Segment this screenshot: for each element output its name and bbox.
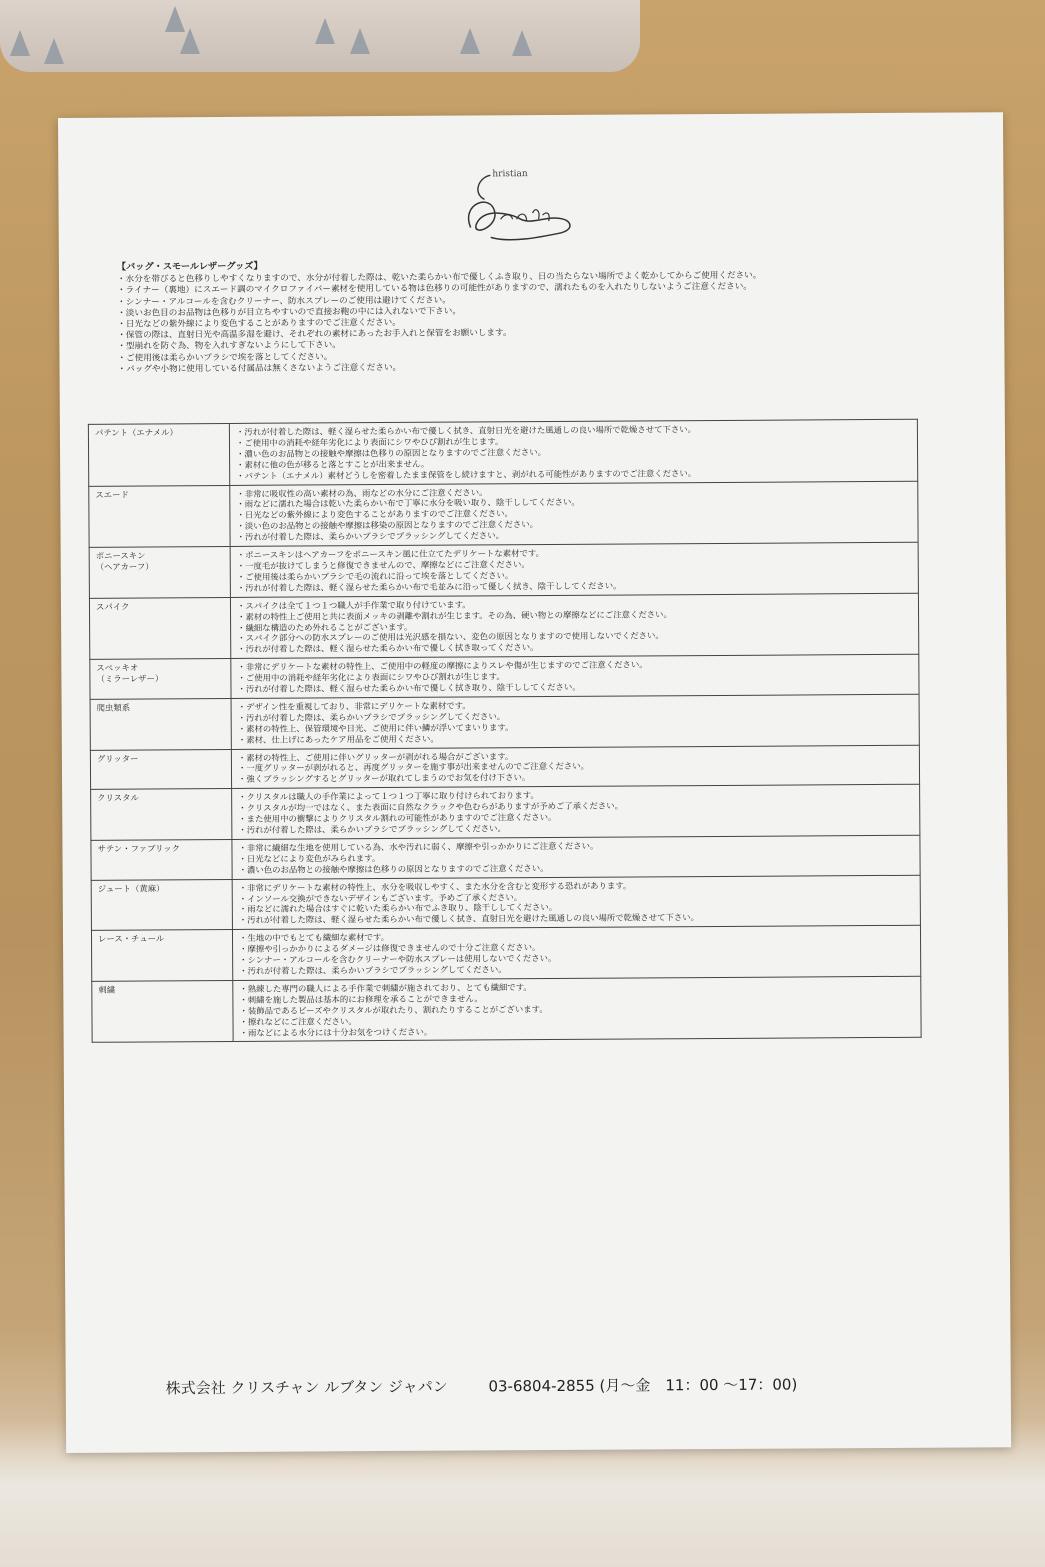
logo-text: hristian [492, 169, 528, 180]
material-name-cell [89, 547, 230, 598]
material-name: スエード [95, 489, 129, 500]
material-note: ・汚れが付着した際は、軽く湿らせた柔らかい布で優しく拭き取ってください。 [237, 642, 539, 655]
material-note: ・素材に他の色が移ると落とすことが出来ません。 [236, 458, 430, 470]
material-note: ・汚れが付着した際は、軽く湿らせた柔らかい布で優しく拭き、直射日光を避けた風通しの良い場所で乾燥させて下さい。 [238, 912, 699, 926]
material-note: ・刺繍を施した製品は基本的にお修理を承ることができません。 [239, 993, 483, 1005]
care-line: ・ライナー（裏地）にスエード調のマイクロファイバー素材を使用している物は色移りの可能性がありますので、濡れたものを入れたりしないようご注意ください。 [117, 282, 752, 297]
material-note: ・汚れが付着した際は、柔らかいブラシでブラッシングしてください。 [237, 711, 506, 723]
spike-stud [460, 28, 480, 54]
studded-bag [0, 0, 640, 72]
material-notes-cell [231, 745, 919, 789]
material-note: ・日光などの紫外線により変色することがありますのでご注意ください。 [236, 508, 513, 521]
material-notes-cell [230, 542, 918, 597]
material-note: ・日光などにより変色がみられます。 [238, 852, 381, 864]
spike-stud [315, 18, 335, 44]
material-note: ・非常にデリケートな素材の特性上、ご使用中の軽度の摩擦によりスレや傷が生じますのでご注意ください。 [237, 659, 648, 673]
spike-stud [10, 30, 30, 56]
material-name: グリッター [96, 753, 139, 764]
material-note: ・シンナー・アルコールを含むクリーナーや防水スプレーは使用しないでください。 [239, 953, 557, 965]
material-note: ・汚れが付着した際は、軽く湿らせた柔らかい布で毛並みに沿って優しく拭き、陰干ししてください。 [236, 580, 622, 593]
material-note: ・一度毛が抜けてしまうと修復できませんので、摩擦などにご注意ください。 [236, 559, 530, 571]
material-note: ・汚れが付着した際は、軽く湿らせた柔らかい布で優しく拭き、直射日光を避けた風通しの良い場所で乾燥させて下さい。 [235, 424, 696, 437]
material-name-cell [91, 879, 232, 930]
material-note: ・ご使用中の消耗や経年劣化により表面にシワやひび割れが生じます。 [235, 436, 504, 448]
material-row [91, 875, 920, 931]
material-notes-cell [232, 835, 920, 879]
material-care-table [88, 419, 922, 1043]
care-line: ・淡いお色目のお品物は色移りが目立ちやすいので直接お鞄の中には入れないで下さい。 [117, 306, 461, 319]
material-row [89, 593, 918, 660]
material-notes-cell [232, 925, 920, 980]
material-note: ・摩擦や引っかかりによるダメージは修復できませんので十分ご注意ください。 [239, 942, 541, 955]
material-note: ・ポニースキンはヘアカーフをポニースキン風に仕立てたデリケートな素材です。 [236, 548, 544, 560]
material-note: ・非常に繊細な生地を使用している為、水や汚れに弱く、摩擦や引っかかりにご注意ください。 [238, 840, 599, 853]
footer [166, 1373, 926, 1399]
spike-stud [44, 38, 64, 64]
spike-stud [512, 30, 532, 56]
material-row [88, 419, 917, 486]
material-row [89, 542, 918, 598]
material-notes-cell [230, 481, 918, 547]
material-note: ・デザイン性を重視しており、非常にデリケートな素材です。 [237, 700, 471, 712]
material-row [89, 481, 918, 548]
material-note: ・また使用中の衝撃によりクリスタル割れの可能性がありますのでご注意ください。 [238, 812, 557, 825]
material-name: 刺繍 [98, 984, 116, 995]
material-note: ・擦れなどにご注意ください。 [239, 1015, 357, 1027]
care-line: ・保管の際は、直射日光や高温多湿を避け、それぞれの素材にあったお手入れと保管をお願いします。 [117, 328, 512, 341]
spike-stud [180, 28, 200, 54]
care-line: ・水分を帯びると色移りしやすくなりますので、水分が付着した際は、乾いた柔らかい布で優しくふき取り、日の当たらない場所でよく乾かしてからご使用ください。 [116, 270, 762, 285]
material-note: ・淡い色のお品物との接触や摩擦は移染の原因となりますのでご注意ください。 [236, 519, 539, 532]
material-name-cell [92, 980, 233, 1042]
material-note: ・ご使用中の消耗や経年劣化により表面にシワやひび割れが生じます。 [237, 671, 505, 684]
material-note: ・素材、仕上げにあったケア用品をご使用ください。 [237, 733, 439, 745]
material-note: ・スパイクは全て１つ１つ職人が手作業で取り付けています。 [236, 599, 471, 611]
care-line: ・日光などの紫外線により変色することがありますのでご注意ください。 [117, 317, 401, 330]
material-notes-cell [233, 976, 921, 1042]
material-name: パテント（エナメル） [94, 427, 178, 438]
material-name-sub: （ヘアカーフ） [95, 561, 154, 572]
material-name: 爬虫類系 [96, 702, 131, 713]
material-note: ・非常に吸収性の高い素材の為、雨などの水分にご注意ください。 [236, 486, 488, 499]
material-name-sub: （ミラーレザー） [96, 673, 164, 684]
material-name-cell [90, 749, 231, 790]
material-note: ・雨などによる水分には十分お気をつけください。 [239, 1026, 433, 1038]
material-name-cell [90, 698, 231, 749]
material-note: ・生地の中でもとても繊細な素材です。 [238, 932, 390, 944]
material-name: クリスタル [97, 792, 139, 804]
material-notes-cell [232, 875, 920, 930]
material-row [90, 745, 919, 790]
phone-number: 03-6804-2855 (月～金 11：00 ～17：00) [488, 1375, 798, 1396]
material-name-cell [91, 839, 232, 880]
material-row [91, 835, 920, 880]
material-note: ・濃い色のお品物との接触や摩擦は色移りの原因となりますのでご注意ください。 [238, 862, 549, 875]
material-note: ・ご使用後は柔らかいブラシで毛の流れに沿って埃を落としてください。 [236, 570, 514, 582]
material-name: ポニースキン [95, 550, 146, 561]
material-row [92, 976, 921, 1043]
material-notes-cell [231, 654, 919, 698]
material-name-cell [89, 597, 230, 659]
material-note: ・汚れが付着した際は、柔らかいブラシでブラッシングしてください。 [239, 964, 507, 976]
material-name-cell [91, 789, 232, 840]
material-name-cell [91, 930, 232, 981]
section-title: 【バッグ・スモールレザーグッズ】 [116, 260, 263, 273]
material-note: ・スパイク部分への防水スプレーのご使用は光沢感を損ない、変色の原因となりますので使用しないでください。 [237, 630, 664, 644]
material-name-cell [89, 485, 230, 547]
material-note: ・熟練した専門の職人による手作業で刺繍が施されており、とても繊細です。 [239, 981, 532, 994]
spike-stud [350, 28, 370, 54]
material-note: ・汚れが付着した際は、軽く湿らせた柔らかい布で優しく拭き取り、陰干ししてください。 [237, 681, 581, 694]
material-note: ・パテント（エナメル）素材どうしを密着したまま保管をし続けますと、剥がれる可能性がありますのでご注意ください。 [236, 467, 697, 481]
material-note: ・クリスタルは職人の手作業によって１つ１つ丁寧に取り付けられております。 [238, 790, 539, 803]
material-name-cell [90, 659, 231, 700]
material-note: ・雨などに濡れた場合は乾いた柔らかい布で丁寧に水分を吸い取り、陰干ししてください。 [236, 497, 580, 510]
care-instruction-sheet [58, 112, 1011, 1453]
material-note: ・装飾品であるビーズやクリスタルが取れたり、割れたりすることがございます。 [239, 1003, 548, 1016]
material-note: ・雨などに濡れた場合はすぐに乾いた柔らかい布でふき取り、陰干ししてください。 [238, 902, 558, 915]
material-note: ・一度グリッターが剥がれると、再度グリッターを施す事が出来ませんのでご注意ください。 [237, 761, 590, 774]
material-note: ・汚れが付着した際は、柔らかいブラシでブラッシングしてください。 [236, 530, 505, 543]
material-note: ・繊細な構造のため外れることがございます。 [237, 621, 413, 633]
material-notes-cell [230, 593, 918, 659]
material-row [91, 925, 920, 981]
material-notes-cell [231, 694, 919, 749]
material-name: レース・チュール [97, 933, 165, 945]
material-note: ・素材の特性上、ご使用に伴いグリッターが剥がれる場合がございます。 [237, 750, 514, 763]
material-name: ジュート（黄麻） [97, 882, 165, 894]
material-name: スペッキオ [96, 662, 139, 673]
care-line: ・シンナー・アルコールを含むクリーナー、防水スプレーのご使用は避けてください。 [117, 295, 451, 308]
care-line: ・バッグや小物に使用している付属品は無くさないようご注意ください。 [117, 362, 402, 375]
general-care-section [117, 257, 958, 376]
material-row [91, 785, 920, 841]
material-note: ・素材の特性上ご使用と共に表面メッキの剥離や割れが生じます。その為、硬い物との摩擦などにご注意ください。 [237, 608, 672, 622]
material-note: ・非常にデリケートな素材の特性上、水分を吸収しやすく、また水分を含むと変形する恐れがあります。 [238, 880, 632, 893]
material-row [90, 694, 919, 750]
material-note: ・汚れが付着した際は、柔らかいブラシでブラッシングしてください。 [238, 823, 506, 835]
material-note: ・インソール交換ができないデザインもございます。予めご了承ください。 [238, 891, 523, 904]
material-note: ・濃い色のお品物との接触や摩擦は色移りの原因となりますのでご注意ください。 [236, 446, 546, 459]
material-name-cell [88, 423, 229, 485]
material-note: ・クリスタルが均一ではなく、また表面に自然なクラックや色むらがありますが予めご了承ください。 [238, 800, 623, 814]
brand-logo [450, 163, 581, 254]
material-row [90, 654, 919, 699]
material-notes-cell [232, 785, 920, 840]
material-name: スパイク [95, 601, 130, 612]
material-notes-cell [229, 419, 917, 485]
material-name: サテン・ファブリック [97, 843, 180, 854]
company-name: 株式会社 クリスチャン ルブタン ジャパン [165, 1377, 448, 1398]
care-line: ・型崩れを防ぐ為、物を入れすぎないようにして下さい。 [117, 340, 341, 353]
material-note: ・素材の特性上、保管環境や日光、ご使用に伴い鱗が浮いてまいります。 [237, 721, 514, 734]
material-note: ・強くブラッシングするとグリッターが取れてしまうのでお気を付け下さい。 [238, 772, 531, 785]
care-line: ・ご使用後は柔らかいブラシで埃を落としてください。 [117, 351, 333, 364]
